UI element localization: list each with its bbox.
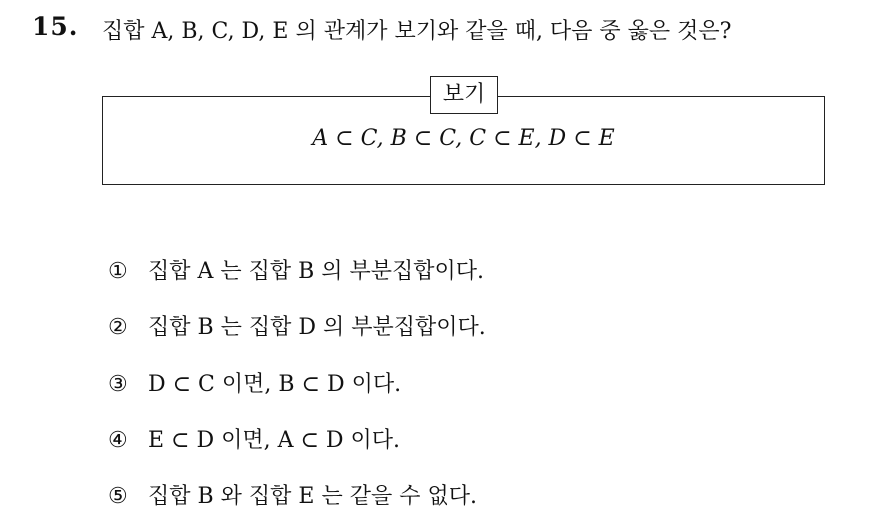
choice-2[interactable] xyxy=(108,310,486,341)
bogi-label: 보기 xyxy=(430,76,498,114)
choice-marker: ③ xyxy=(108,372,128,397)
choice-text: D ⊂ C 이면, B ⊂ D 이다. xyxy=(148,372,402,397)
question-number: 15. xyxy=(32,12,79,41)
bogi-content: A ⊂ C, B ⊂ C, C ⊂ E, D ⊂ E xyxy=(312,126,615,151)
choice-text: 집합 A 는 집합 B 의 부분집합이다. xyxy=(148,259,485,284)
choice-1[interactable] xyxy=(108,254,484,285)
choice-text: 집합 B 와 집합 E 는 같을 수 없다. xyxy=(148,484,477,509)
choice-5[interactable] xyxy=(108,479,477,510)
choice-marker: ① xyxy=(108,259,128,284)
choice-4[interactable] xyxy=(108,423,400,454)
choice-3[interactable] xyxy=(108,367,401,398)
choice-marker: ② xyxy=(108,315,128,340)
choice-marker: ⑤ xyxy=(108,484,128,509)
choice-text: E ⊂ D 이면, A ⊂ D 이다. xyxy=(148,428,401,453)
question-text: 집합 A, B, C, D, E 의 관계가 보기와 같을 때, 다음 중 옳은 것은? xyxy=(102,19,732,44)
choice-marker: ④ xyxy=(108,428,128,453)
choice-text: 집합 B 는 집합 D 의 부분집합이다. xyxy=(148,315,486,340)
